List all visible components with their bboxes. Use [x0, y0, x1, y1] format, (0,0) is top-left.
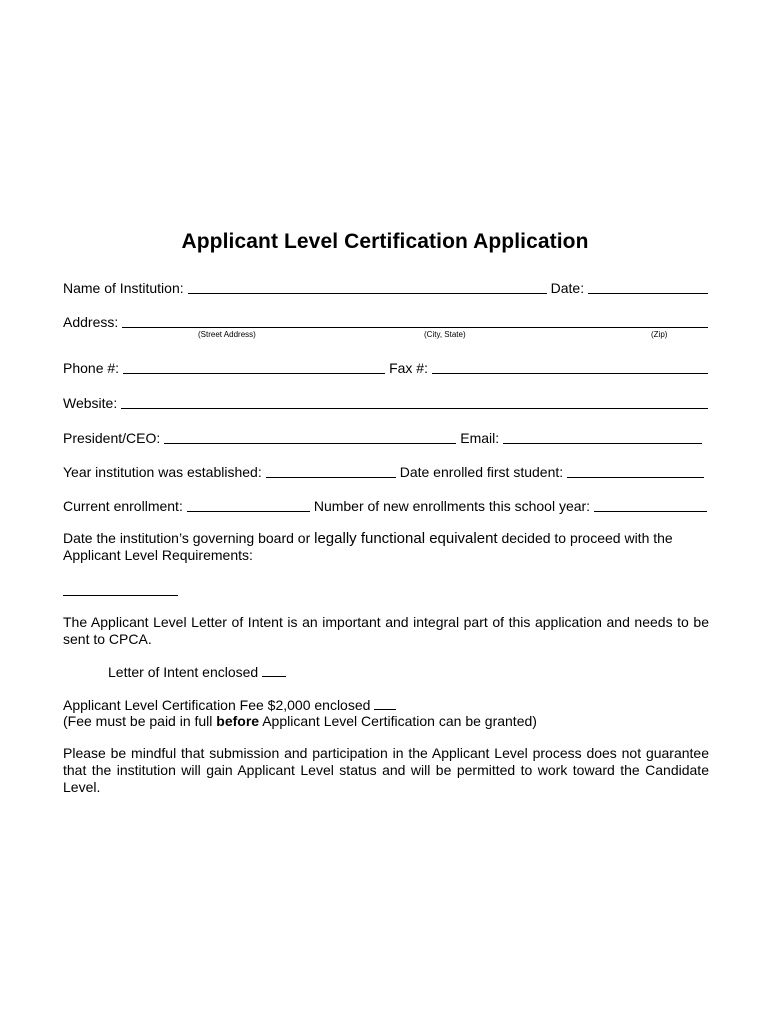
board-text-part3: decided to proceed with the Applicant Level Requirements: — [63, 530, 673, 563]
enrolled-label: Date enrolled first student: — [399, 464, 564, 480]
current-enrollment-label: Current enrollment: — [63, 498, 183, 514]
board-text-part2: legally functional equivalent — [314, 530, 498, 547]
phone-field[interactable] — [123, 360, 385, 374]
new-enrollments-field[interactable] — [594, 498, 707, 512]
row-address — [63, 310, 708, 330]
row-phone-fax — [63, 356, 708, 376]
address-label: Address: — [63, 314, 119, 330]
fee-line — [63, 696, 709, 714]
address-field[interactable] — [122, 314, 708, 328]
city-state-sublabel: (City, State) — [424, 330, 466, 339]
president-field[interactable] — [164, 430, 456, 444]
row-president-email — [63, 426, 708, 446]
letter-enclosed-label: Letter of Intent enclosed — [108, 664, 259, 680]
date-field[interactable] — [588, 280, 708, 294]
current-enrollment-field[interactable] — [187, 498, 310, 512]
row-enrollment — [63, 494, 708, 514]
website-label: Website: — [63, 395, 118, 411]
disclaimer-paragraph: Please be mindful that submission and participation in the Applicant Level process does not guarantee that the institution will gain Applicant Level status and will be permitted to work toward the Candidate Level. — [63, 745, 709, 795]
president-label: President/CEO: — [63, 430, 161, 446]
fax-label: Fax #: — [389, 360, 428, 376]
page-title: Applicant Level Certification Application — [181, 230, 589, 253]
letter-of-intent-paragraph: The Applicant Level Letter of Intent is an important and integral part of this application and needs to be sent to CPCA. — [63, 614, 709, 647]
letter-enclosed-line — [108, 663, 508, 681]
phone-label: Phone #: — [63, 360, 120, 376]
board-decision-paragraph — [63, 530, 683, 564]
website-field[interactable] — [121, 395, 708, 409]
email-field[interactable] — [503, 430, 702, 444]
zip-sublabel: (Zip) — [651, 330, 668, 339]
letter-enclosed-check[interactable] — [262, 663, 286, 677]
board-decision-date-field[interactable] — [63, 594, 178, 596]
fee-label: Applicant Level Certification Fee $2,000 enclosed — [63, 697, 371, 713]
established-field[interactable] — [266, 464, 396, 478]
address-sublabels — [0, 330, 770, 342]
date-label: Date: — [550, 280, 585, 296]
street-sublabel: (Street Address) — [198, 330, 256, 339]
established-label: Year institution was established: — [63, 464, 262, 480]
new-enrollments-label: Number of new enrollments this school year: — [313, 498, 591, 514]
institution-name-field[interactable] — [188, 280, 547, 294]
row-established-enrolled — [63, 460, 708, 480]
email-label: Email: — [460, 430, 500, 446]
fee-note-part2: Applicant Level Certification can be granted) — [259, 713, 537, 729]
row-name-date — [63, 276, 708, 296]
board-text-part1: Date the institution’s governing board or — [63, 530, 315, 546]
enrolled-field[interactable] — [567, 464, 704, 478]
fax-field[interactable] — [432, 360, 708, 374]
fee-note-bold: before — [216, 713, 260, 729]
name-label: Name of Institution: — [63, 280, 184, 296]
fee-enclosed-check[interactable] — [374, 696, 396, 710]
fee-note-part1: (Fee must be paid in full — [63, 713, 217, 729]
row-website — [63, 391, 708, 411]
fee-note — [63, 713, 709, 730]
